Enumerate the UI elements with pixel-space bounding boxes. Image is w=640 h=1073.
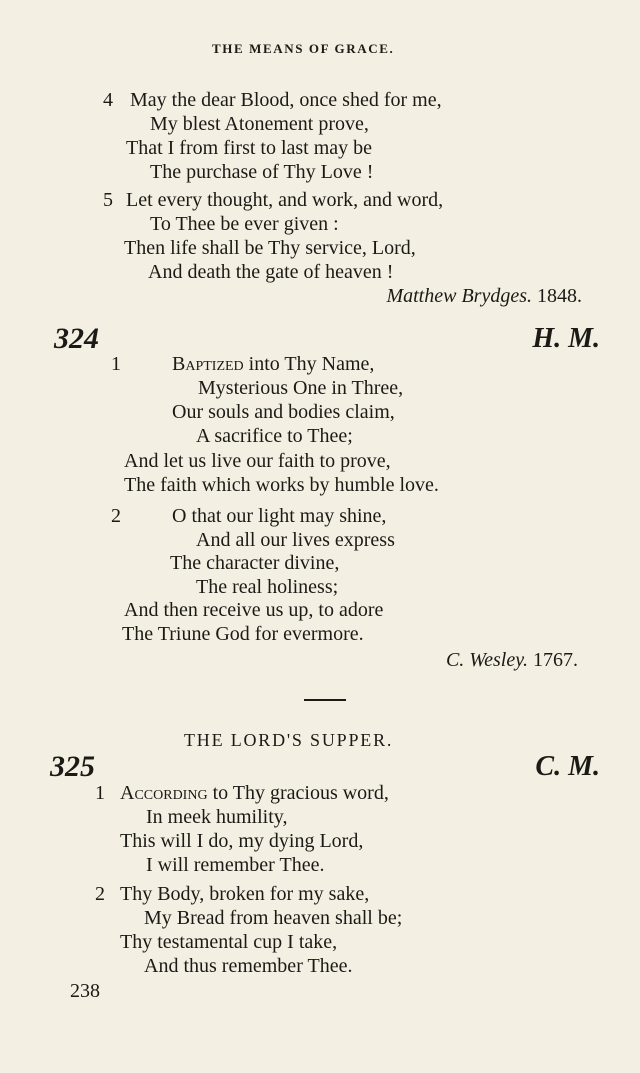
stanza-number: 1 <box>111 353 121 375</box>
hymn-meter: C. M. <box>535 751 600 782</box>
verse-line: Mysterious One in Three, <box>198 377 404 399</box>
stanza-number: 2 <box>95 883 105 905</box>
first-word: Baptized <box>172 353 244 375</box>
hymn-meter: H. M. <box>532 323 600 354</box>
verse-line: The character divine, <box>170 552 340 574</box>
verse-line: The faith which works by humble love. <box>124 474 439 496</box>
verse-line: Our souls and bodies claim, <box>172 401 395 423</box>
author-credit <box>446 648 578 672</box>
verse-line: May the dear Blood, once shed for me, <box>130 89 442 111</box>
stanza-number: 1 <box>95 782 105 804</box>
verse-line: The real holiness; <box>196 576 339 598</box>
author-name: C. Wesley. <box>445 649 528 671</box>
verse-line: Then life shall be Thy service, Lord, <box>124 237 416 259</box>
author-year: 1848. <box>537 285 582 307</box>
verse-line: Thy Body, broken for my sake, <box>120 883 370 905</box>
hymn-number: 324 <box>54 322 99 355</box>
verse-line: To Thee be ever given : <box>150 213 339 235</box>
author-name: Matthew Brydges. <box>386 285 532 307</box>
verse-line: And death the gate of heaven ! <box>148 261 394 283</box>
stanza-number: 4 <box>103 89 113 111</box>
running-head: THE MEANS OF GRACE. <box>212 41 395 56</box>
author-year: 1767. <box>533 649 578 671</box>
verse-line: And all our lives express <box>196 529 395 551</box>
stanza-number: 2 <box>111 505 121 527</box>
author-credit <box>386 284 582 308</box>
verse-line <box>120 781 389 805</box>
verse-line: And then receive us up, to adore <box>124 599 384 621</box>
verse-line: O that our light may shine, <box>172 505 387 527</box>
verse-line <box>172 352 374 376</box>
verse-line-rest: into Thy Name, <box>243 353 375 375</box>
verse-line: My blest Atonement prove, <box>150 113 369 135</box>
verse-line: And thus remember Thee. <box>144 955 353 977</box>
verse-line: And let us live our faith to prove, <box>124 450 391 472</box>
verse-line: The purchase of Thy Love ! <box>150 161 374 183</box>
section-title: THE LORD'S SUPPER. <box>184 730 394 750</box>
verse-line: Thy testamental cup I take, <box>120 931 338 953</box>
verse-line: That I from first to last may be <box>126 137 373 159</box>
stanza-number: 5 <box>103 189 113 211</box>
first-word: According <box>120 782 208 804</box>
verse-line: Let every thought, and work, and word, <box>126 189 444 211</box>
verse-line: This will I do, my dying Lord, <box>120 830 364 852</box>
verse-line: The Triune God for evermore. <box>122 623 364 645</box>
verse-line: My Bread from heaven shall be; <box>144 907 403 929</box>
hymn-number: 325 <box>50 750 95 783</box>
verse-line: I will remember Thee. <box>146 854 325 876</box>
verse-line-rest: to Thy gracious word, <box>207 782 389 804</box>
verse-line: A sacrifice to Thee; <box>196 425 353 447</box>
section-divider <box>304 699 346 701</box>
page-number: 238 <box>70 980 100 1002</box>
verse-line: In meek humility, <box>146 806 288 828</box>
